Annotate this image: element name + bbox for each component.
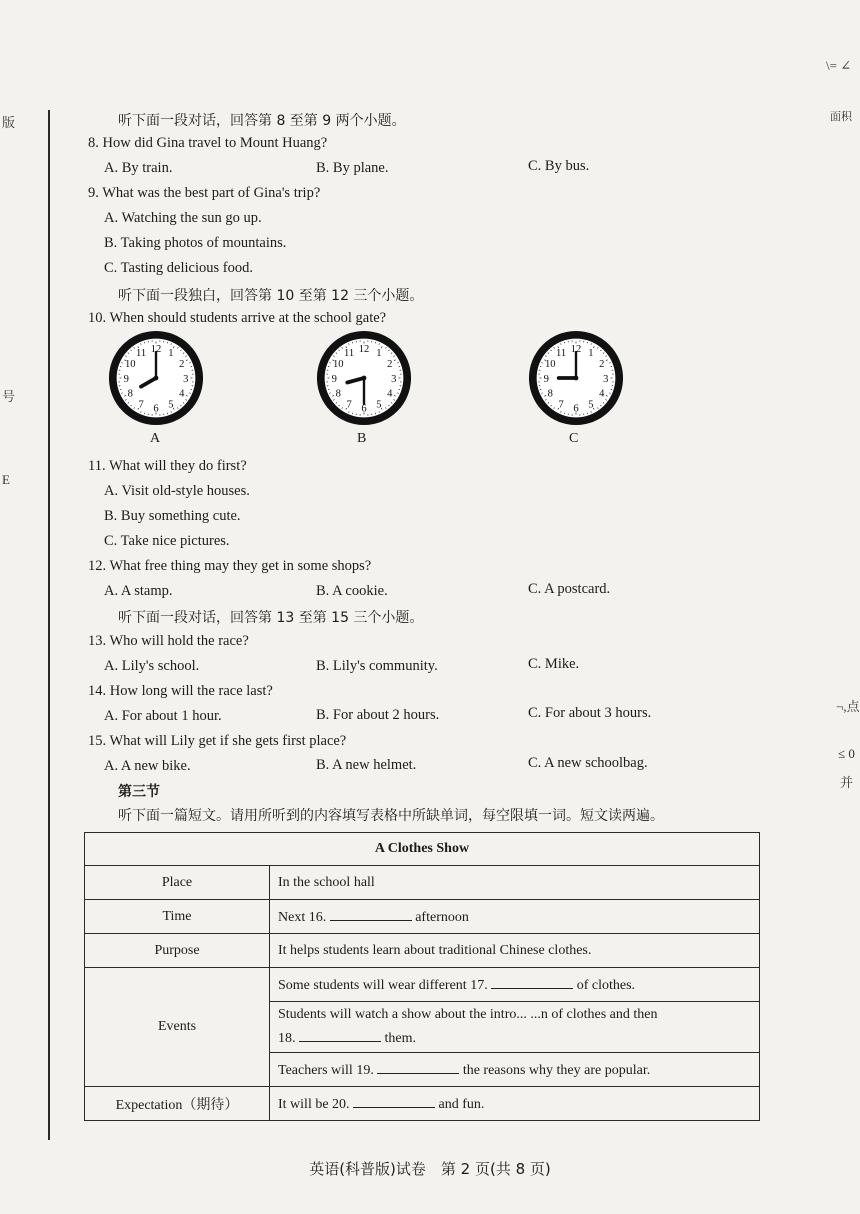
clock-numeral: 8: [127, 388, 133, 400]
clock-tick: [349, 411, 350, 412]
clock-tick: [561, 411, 562, 412]
expectation-text-post: and fun.: [438, 1096, 485, 1112]
clock-numeral: 9: [543, 373, 549, 385]
right-edge-fragment: \= ∠: [826, 58, 852, 73]
clock-numeral: 5: [168, 399, 174, 411]
question-14-option-c: C. For about 3 hours.: [528, 705, 652, 721]
purpose-value: It helps students learn about traditional Chinese clothes.: [270, 934, 760, 968]
clock-numeral: 12: [150, 344, 162, 356]
section-3-title: 第三节: [118, 784, 160, 800]
clothes-show-table: [84, 832, 760, 1121]
clock-numeral: 5: [588, 399, 594, 411]
events-label: Events: [85, 968, 270, 1087]
question-8-option-c: C. By bus.: [528, 158, 590, 174]
expectation-label: Expectation（期待）: [85, 1087, 270, 1121]
event-2-line-1: Students will watch a show about the intro... ...n of clothes and then: [278, 1007, 658, 1022]
right-edge-fragment: 面积: [830, 111, 852, 123]
clock-center-pin: [574, 376, 579, 381]
clock-label-a: A: [150, 431, 161, 446]
clock-numeral: 3: [603, 373, 609, 385]
answer-blank-17[interactable]: [491, 976, 573, 989]
clock-tick: [397, 363, 398, 364]
clock-numeral: 11: [344, 348, 355, 360]
clock-tick: [189, 393, 190, 394]
answer-blank-16[interactable]: [330, 908, 412, 921]
question-14-stem: 14. How long will the race last?: [88, 683, 273, 699]
left-edge-char: 版: [2, 115, 16, 130]
clock-numeral: 2: [599, 358, 605, 370]
clock-tick: [541, 363, 542, 364]
clock-option-b: [316, 330, 412, 426]
clock-tick: [591, 411, 592, 412]
event-2-cell: [270, 1002, 760, 1053]
clock-tick: [349, 343, 350, 344]
event-3-text-pre: Teachers will 19.: [278, 1062, 374, 1078]
event-2-text-post: them.: [384, 1031, 416, 1046]
place-label: Place: [85, 866, 270, 900]
left-edge-char: 号: [2, 389, 16, 404]
clock-numeral: 7: [558, 399, 564, 411]
clock-numeral: 6: [573, 403, 579, 415]
event-3-cell: [270, 1053, 760, 1087]
clock-tick: [379, 343, 380, 344]
time-text-pre: Next 16.: [278, 909, 327, 925]
event-1-cell: [270, 968, 760, 1002]
binding-margin-line: [48, 110, 50, 1140]
right-edge-fragment: 并: [840, 775, 854, 790]
clock-numeral: 2: [387, 358, 393, 370]
section-3-instruction: 听下面一篇短文。请用所听到的内容填写表格中所缺单词，每空限填一词。短文读两遍。: [118, 808, 664, 824]
question-11-option-b: B. Buy something cute.: [104, 508, 241, 524]
question-12-stem: 12. What free thing may they get in some shops?: [88, 558, 372, 574]
clock-tick: [591, 343, 592, 344]
question-15-option-c: C. A new schoolbag.: [528, 755, 648, 771]
right-edge-fragment: ¬,点: [836, 699, 860, 714]
clock-tick: [121, 363, 122, 364]
question-9-option-c: C. Tasting delicious food.: [104, 260, 253, 276]
clock-numeral: 11: [556, 348, 567, 360]
clock-center-pin: [362, 376, 367, 381]
question-12-option-a: A. A stamp.: [104, 583, 173, 599]
clock-tick: [329, 363, 330, 364]
clock-numeral: 4: [179, 388, 185, 400]
clock-tick: [171, 411, 172, 412]
clock-numeral: 1: [588, 348, 594, 360]
clock-numeral: 7: [346, 399, 352, 411]
question-8-option-a: A. By train.: [104, 160, 173, 176]
question-15-stem: 15. What will Lily get if she gets first place?: [88, 733, 347, 749]
place-value: In the school hall: [270, 866, 760, 900]
clock-numeral: 10: [544, 358, 556, 370]
clock-numeral: 4: [599, 388, 605, 400]
time-cell: [270, 900, 760, 934]
question-9-option-a: A. Watching the sun go up.: [104, 210, 262, 226]
time-text-post: afternoon: [415, 909, 469, 925]
question-9-option-b: B. Taking photos of mountains.: [104, 235, 287, 251]
left-edge-char: E: [2, 472, 10, 487]
clock-numeral: 10: [124, 358, 136, 370]
time-label: Time: [85, 900, 270, 934]
clock-tick: [561, 343, 562, 344]
clock-tick: [121, 393, 122, 394]
question-13-option-a: A. Lily's school.: [104, 658, 200, 674]
question-13-stem: 13. Who will hold the race?: [88, 633, 249, 649]
clock-numeral: 1: [168, 348, 174, 360]
answer-blank-18[interactable]: [299, 1029, 381, 1042]
question-8-option-b: B. By plane.: [316, 160, 389, 176]
clock-numeral: 5: [376, 399, 382, 411]
instruction-8-9: 听下面一段对话，回答第 8 至第 9 两个小题。: [118, 113, 406, 129]
clock-numeral: 2: [179, 358, 185, 370]
clock-numeral: 11: [136, 348, 147, 360]
clock-option-a: [108, 330, 204, 426]
question-15-option-b: B. A new helmet.: [316, 757, 417, 773]
question-12-option-c: C. A postcard.: [528, 581, 611, 597]
question-13-option-c: C. Mike.: [528, 656, 580, 672]
question-10-stem: 10. When should students arrive at the school gate?: [88, 310, 387, 326]
question-14-option-a: A. For about 1 hour.: [104, 708, 222, 724]
clock-tick: [141, 411, 142, 412]
question-15-option-a: A. A new bike.: [104, 758, 191, 774]
clock-tick: [189, 363, 190, 364]
clock-option-c: [528, 330, 624, 426]
clock-numeral: 12: [358, 344, 370, 356]
event-3-text-post: the reasons why they are popular.: [462, 1062, 651, 1078]
clock-numeral: 8: [547, 388, 553, 400]
clock-tick: [397, 393, 398, 394]
answer-blank-20[interactable]: [353, 1095, 435, 1108]
clock-center-pin: [154, 376, 159, 381]
clock-numeral: 6: [361, 403, 367, 415]
table-title: A Clothes Show: [85, 833, 760, 866]
clock-tick: [141, 343, 142, 344]
event-1-text-pre: Some students will wear different 17.: [278, 977, 488, 993]
clock-numeral: 9: [123, 373, 129, 385]
clock-tick: [329, 393, 330, 394]
question-14-option-b: B. For about 2 hours.: [316, 707, 440, 723]
clock-numeral: 10: [332, 358, 344, 370]
clock-tick: [541, 393, 542, 394]
purpose-label: Purpose: [85, 934, 270, 968]
clock-numeral: 7: [138, 399, 144, 411]
question-9-stem: 9. What was the best part of Gina's trip?: [88, 185, 321, 201]
clock-numeral: 8: [335, 388, 341, 400]
question-11-option-a: A. Visit old-style houses.: [104, 483, 250, 499]
question-11-stem: 11. What will they do first?: [88, 458, 247, 474]
event-2-text-pre: 18.: [278, 1031, 296, 1046]
answer-blank-19[interactable]: [377, 1061, 459, 1074]
question-12-option-b: B. A cookie.: [316, 583, 388, 599]
clock-numeral: 3: [391, 373, 397, 385]
clock-numeral: 3: [183, 373, 189, 385]
clock-numeral: 6: [153, 403, 159, 415]
expectation-text-pre: It will be 20.: [278, 1096, 350, 1112]
clock-tick: [379, 411, 380, 412]
clock-label-b: B: [357, 431, 367, 446]
expectation-cell: [270, 1087, 760, 1121]
question-8-stem: 8. How did Gina travel to Mount Huang?: [88, 135, 328, 151]
clock-tick: [609, 393, 610, 394]
clock-tick: [609, 363, 610, 364]
clock-numeral: 12: [570, 344, 582, 356]
page-footer: 英语(科普版)试卷 第 2 页(共 8 页): [309, 1160, 551, 1178]
clock-numeral: 4: [387, 388, 393, 400]
clock-tick: [171, 343, 172, 344]
question-13-option-b: B. Lily's community.: [316, 658, 438, 674]
instruction-10-12: 听下面一段独白，回答第 10 至第 12 三个小题。: [118, 288, 424, 304]
event-1-text-post: of clothes.: [576, 977, 636, 993]
clock-numeral: 9: [331, 373, 337, 385]
clock-numeral: 1: [376, 348, 382, 360]
question-11-option-c: C. Take nice pictures.: [104, 533, 230, 549]
instruction-13-15: 听下面一段对话，回答第 13 至第 15 三个小题。: [118, 610, 424, 626]
clock-label-c: C: [569, 431, 579, 446]
right-edge-fragment: ≤ 0: [838, 746, 855, 761]
